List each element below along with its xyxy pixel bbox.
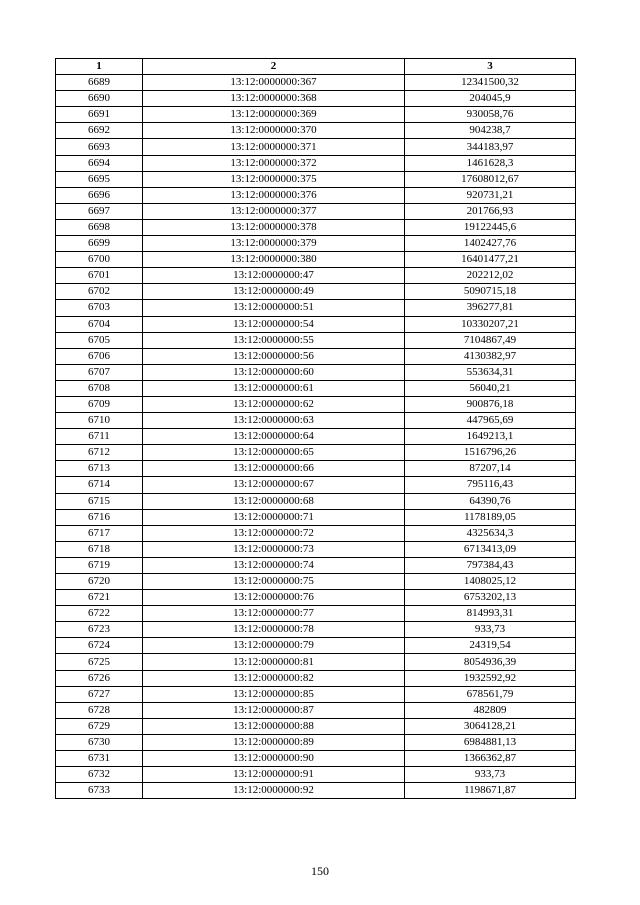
- row-number-cell: 6715: [56, 493, 143, 509]
- cadastral-number-cell: 13:12:0000000:61: [143, 380, 405, 396]
- row-number-cell: 6718: [56, 541, 143, 557]
- value-cell: 1649213,1: [405, 429, 576, 445]
- value-cell: 24319,54: [405, 638, 576, 654]
- cadastral-number-cell: 13:12:0000000:375: [143, 171, 405, 187]
- value-cell: 7104867,49: [405, 332, 576, 348]
- cadastral-number-cell: 13:12:0000000:77: [143, 606, 405, 622]
- row-number-cell: 6697: [56, 203, 143, 219]
- table-row: [56, 477, 576, 493]
- cadastral-number-cell: 13:12:0000000:379: [143, 236, 405, 252]
- value-cell: 920731,21: [405, 187, 576, 203]
- row-number-cell: 6690: [56, 91, 143, 107]
- row-number-cell: 6702: [56, 284, 143, 300]
- table-row: [56, 734, 576, 750]
- table-row: [56, 171, 576, 187]
- table-row: [56, 413, 576, 429]
- cadastral-number-cell: 13:12:0000000:82: [143, 670, 405, 686]
- table-row: [56, 606, 576, 622]
- table-row: [56, 525, 576, 541]
- table-row: [56, 284, 576, 300]
- table-row: [56, 380, 576, 396]
- row-number-cell: 6716: [56, 509, 143, 525]
- value-cell: 900876,18: [405, 396, 576, 412]
- row-number-cell: 6704: [56, 316, 143, 332]
- value-cell: 797384,43: [405, 557, 576, 573]
- table-row: [56, 718, 576, 734]
- value-cell: 1178189,05: [405, 509, 576, 525]
- cadastral-number-cell: 13:12:0000000:75: [143, 574, 405, 590]
- table-row: [56, 445, 576, 461]
- row-number-cell: 6698: [56, 219, 143, 235]
- row-number-cell: 6693: [56, 139, 143, 155]
- table-row: [56, 686, 576, 702]
- row-number-cell: 6722: [56, 606, 143, 622]
- value-cell: 64390,76: [405, 493, 576, 509]
- cadastral-number-cell: 13:12:0000000:372: [143, 155, 405, 171]
- table-row: [56, 557, 576, 573]
- cadastral-number-cell: 13:12:0000000:369: [143, 107, 405, 123]
- value-cell: 16401477,21: [405, 252, 576, 268]
- cadastral-number-cell: 13:12:0000000:63: [143, 413, 405, 429]
- row-number-cell: 6728: [56, 702, 143, 718]
- header-row: [56, 59, 576, 75]
- row-number-cell: 6689: [56, 75, 143, 91]
- row-number-cell: 6724: [56, 638, 143, 654]
- value-cell: 930058,76: [405, 107, 576, 123]
- cadastral-number-cell: 13:12:0000000:73: [143, 541, 405, 557]
- table-row: [56, 252, 576, 268]
- row-number-cell: 6708: [56, 380, 143, 396]
- cadastral-number-cell: 13:12:0000000:81: [143, 654, 405, 670]
- row-number-cell: 6694: [56, 155, 143, 171]
- cadastral-number-cell: 13:12:0000000:89: [143, 734, 405, 750]
- table-row: [56, 364, 576, 380]
- column-header-3: 3: [405, 59, 576, 75]
- cadastral-number-cell: 13:12:0000000:62: [143, 396, 405, 412]
- cadastral-number-cell: 13:12:0000000:47: [143, 268, 405, 284]
- value-cell: 795116,43: [405, 477, 576, 493]
- row-number-cell: 6723: [56, 622, 143, 638]
- cadastral-number-cell: 13:12:0000000:377: [143, 203, 405, 219]
- cadastral-number-cell: 13:12:0000000:76: [143, 590, 405, 606]
- row-number-cell: 6720: [56, 574, 143, 590]
- cadastral-number-cell: 13:12:0000000:368: [143, 91, 405, 107]
- cadastral-number-cell: 13:12:0000000:78: [143, 622, 405, 638]
- value-cell: 6753202,13: [405, 590, 576, 606]
- value-cell: 482809: [405, 702, 576, 718]
- column-header-2: 2: [143, 59, 405, 75]
- table-row: [56, 767, 576, 783]
- table-row: [56, 203, 576, 219]
- row-number-cell: 6731: [56, 751, 143, 767]
- table-row: [56, 509, 576, 525]
- cadastral-number-cell: 13:12:0000000:55: [143, 332, 405, 348]
- table-row: [56, 783, 576, 799]
- value-cell: 12341500,32: [405, 75, 576, 91]
- value-cell: 1516796,26: [405, 445, 576, 461]
- table-row: [56, 316, 576, 332]
- row-number-cell: 6703: [56, 300, 143, 316]
- row-number-cell: 6726: [56, 670, 143, 686]
- table-row: [56, 590, 576, 606]
- cadastral-number-cell: 13:12:0000000:66: [143, 461, 405, 477]
- cadastral-number-cell: 13:12:0000000:88: [143, 718, 405, 734]
- cadastral-number-cell: 13:12:0000000:378: [143, 219, 405, 235]
- value-cell: 553634,31: [405, 364, 576, 380]
- value-cell: 1461628,3: [405, 155, 576, 171]
- value-cell: 447965,69: [405, 413, 576, 429]
- row-number-cell: 6713: [56, 461, 143, 477]
- cadastral-number-cell: 13:12:0000000:367: [143, 75, 405, 91]
- page-number: 150: [311, 864, 329, 878]
- table-row: [56, 139, 576, 155]
- table-row: [56, 541, 576, 557]
- value-cell: 933,73: [405, 767, 576, 783]
- cadastral-number-cell: 13:12:0000000:92: [143, 783, 405, 799]
- table-row: [56, 123, 576, 139]
- value-cell: 1198671,87: [405, 783, 576, 799]
- table-row: [56, 236, 576, 252]
- table-row: [56, 622, 576, 638]
- value-cell: 814993,31: [405, 606, 576, 622]
- table-row: [56, 461, 576, 477]
- cadastral-number-cell: 13:12:0000000:371: [143, 139, 405, 155]
- row-number-cell: 6727: [56, 686, 143, 702]
- value-cell: 10330207,21: [405, 316, 576, 332]
- table-body: [56, 75, 576, 799]
- row-number-cell: 6695: [56, 171, 143, 187]
- table-row: [56, 268, 576, 284]
- data-table: [55, 58, 576, 799]
- value-cell: 204045,9: [405, 91, 576, 107]
- value-cell: 6713413,09: [405, 541, 576, 557]
- row-number-cell: 6699: [56, 236, 143, 252]
- value-cell: 1408025,12: [405, 574, 576, 590]
- cadastral-number-cell: 13:12:0000000:370: [143, 123, 405, 139]
- cadastral-number-cell: 13:12:0000000:56: [143, 348, 405, 364]
- row-number-cell: 6719: [56, 557, 143, 573]
- row-number-cell: 6692: [56, 123, 143, 139]
- table-row: [56, 187, 576, 203]
- value-cell: 6984881,13: [405, 734, 576, 750]
- value-cell: 19122445,6: [405, 219, 576, 235]
- value-cell: 678561,79: [405, 686, 576, 702]
- row-number-cell: 6712: [56, 445, 143, 461]
- value-cell: 1366362,87: [405, 751, 576, 767]
- row-number-cell: 6711: [56, 429, 143, 445]
- table-row: [56, 702, 576, 718]
- cadastral-number-cell: 13:12:0000000:90: [143, 751, 405, 767]
- value-cell: 87207,14: [405, 461, 576, 477]
- table-row: [56, 348, 576, 364]
- value-cell: 904238,7: [405, 123, 576, 139]
- table-row: [56, 332, 576, 348]
- table-row: [56, 574, 576, 590]
- row-number-cell: 6706: [56, 348, 143, 364]
- row-number-cell: 6725: [56, 654, 143, 670]
- table-row: [56, 75, 576, 91]
- row-number-cell: 6710: [56, 413, 143, 429]
- row-number-cell: 6700: [56, 252, 143, 268]
- value-cell: 344183,97: [405, 139, 576, 155]
- cadastral-number-cell: 13:12:0000000:68: [143, 493, 405, 509]
- table-row: [56, 300, 576, 316]
- value-cell: 17608012,67: [405, 171, 576, 187]
- table-row: [56, 493, 576, 509]
- value-cell: 202212,02: [405, 268, 576, 284]
- table-row: [56, 91, 576, 107]
- row-number-cell: 6717: [56, 525, 143, 541]
- cadastral-number-cell: 13:12:0000000:51: [143, 300, 405, 316]
- table-row: [56, 219, 576, 235]
- value-cell: 56040,21: [405, 380, 576, 396]
- row-number-cell: 6733: [56, 783, 143, 799]
- table-row: [56, 670, 576, 686]
- row-number-cell: 6729: [56, 718, 143, 734]
- table-row: [56, 638, 576, 654]
- cadastral-number-cell: 13:12:0000000:74: [143, 557, 405, 573]
- cadastral-number-cell: 13:12:0000000:65: [143, 445, 405, 461]
- value-cell: 4325634,3: [405, 525, 576, 541]
- cadastral-number-cell: 13:12:0000000:72: [143, 525, 405, 541]
- row-number-cell: 6732: [56, 767, 143, 783]
- value-cell: 4130382,97: [405, 348, 576, 364]
- cadastral-number-cell: 13:12:0000000:67: [143, 477, 405, 493]
- cadastral-number-cell: 13:12:0000000:380: [143, 252, 405, 268]
- value-cell: 5090715,18: [405, 284, 576, 300]
- row-number-cell: 6691: [56, 107, 143, 123]
- cadastral-number-cell: 13:12:0000000:49: [143, 284, 405, 300]
- row-number-cell: 6707: [56, 364, 143, 380]
- cadastral-number-cell: 13:12:0000000:79: [143, 638, 405, 654]
- table-row: [56, 429, 576, 445]
- value-cell: 933,73: [405, 622, 576, 638]
- value-cell: 1932592,92: [405, 670, 576, 686]
- value-cell: 396277,81: [405, 300, 576, 316]
- value-cell: 201766,93: [405, 203, 576, 219]
- cadastral-number-cell: 13:12:0000000:60: [143, 364, 405, 380]
- cadastral-number-cell: 13:12:0000000:87: [143, 702, 405, 718]
- column-header-1: 1: [56, 59, 143, 75]
- value-cell: 8054936,39: [405, 654, 576, 670]
- row-number-cell: 6714: [56, 477, 143, 493]
- row-number-cell: 6701: [56, 268, 143, 284]
- row-number-cell: 6705: [56, 332, 143, 348]
- table-row: [56, 751, 576, 767]
- cadastral-number-cell: 13:12:0000000:54: [143, 316, 405, 332]
- value-cell: 3064128,21: [405, 718, 576, 734]
- cadastral-number-cell: 13:12:0000000:64: [143, 429, 405, 445]
- row-number-cell: 6721: [56, 590, 143, 606]
- cadastral-number-cell: 13:12:0000000:91: [143, 767, 405, 783]
- table-header: [56, 59, 576, 75]
- table-row: [56, 654, 576, 670]
- row-number-cell: 6696: [56, 187, 143, 203]
- table-row: [56, 155, 576, 171]
- row-number-cell: 6730: [56, 734, 143, 750]
- row-number-cell: 6709: [56, 396, 143, 412]
- table-row: [56, 107, 576, 123]
- cadastral-number-cell: 13:12:0000000:376: [143, 187, 405, 203]
- cadastral-number-cell: 13:12:0000000:85: [143, 686, 405, 702]
- value-cell: 1402427,76: [405, 236, 576, 252]
- cadastral-number-cell: 13:12:0000000:71: [143, 509, 405, 525]
- table-row: [56, 396, 576, 412]
